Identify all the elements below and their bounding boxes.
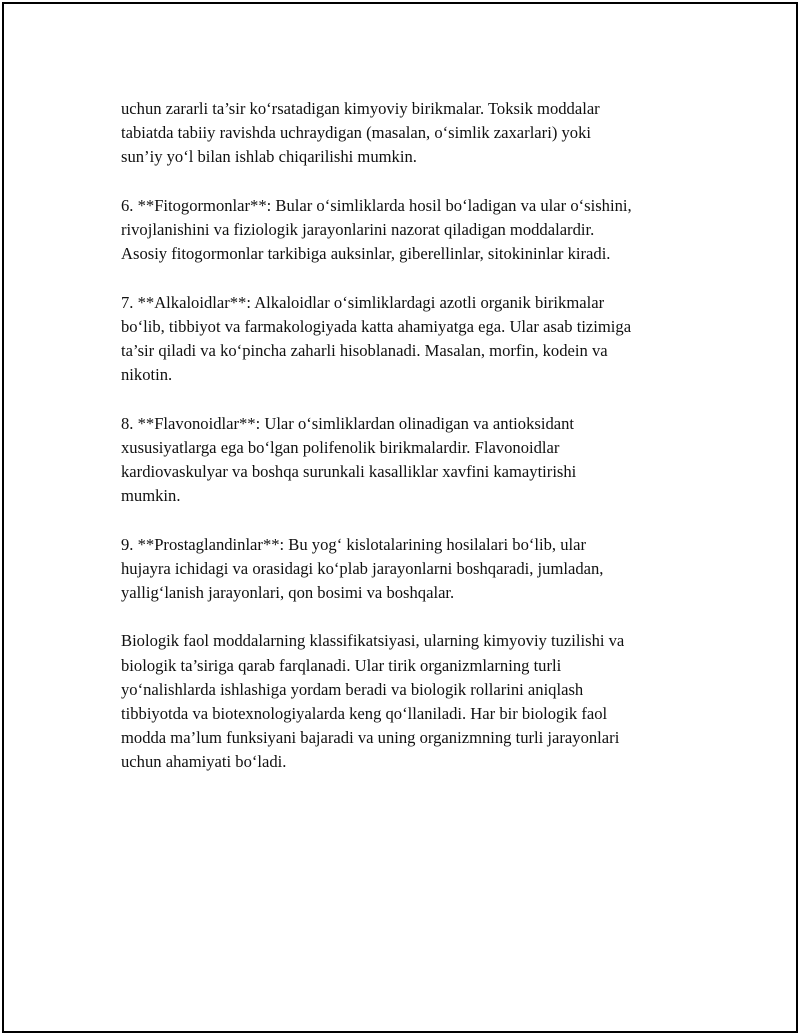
paragraph-prostaglandinlar: 9. **Prostaglandinlar**: Bu yog‘ kislotalarining hosilalari bo‘lib, ular hujayra ichidagi va orasidagi ko‘plab jarayonlarni boshqaradi, jumladan, yallig‘lanish jarayonlari, qon bosimi va boshqalar. xyxy=(121,534,604,602)
paragraph-alkaloidlar: 7. **Alkaloidlar**: Alkaloidlar o‘simliklardagi azotli organik birikmalar bo‘lib, tibbiyot va farmakologiyada katta ahamiyatga ega. Ular asab tizimiga ta’sir qiladi va ko‘pincha zaharli hisoblanadi. Masalan, morfin, kodein va nikotin. xyxy=(121,292,632,385)
page-body xyxy=(121,97,701,799)
paragraph-flavonoidlar: 8. **Flavonoidlar**: Ular o‘simliklardan olinadigan va antioksidant xususiyatlarga ega bo‘lgan polifenolik birikmalardir. Flavonoidlar kardiovaskulyar va boshqa surunkali kasalliklar xavfini kamaytirishi mumkin. xyxy=(121,413,577,506)
paragraph-toxic-substances-continued: uchun zararli ta’sir ko‘rsatadigan kimyoviy birikmalar. Toksik moddalar tabiatda tabiiy ravishda uchraydigan (masalan, o‘simlik zaxarlari) yoki sun’iy yo‘l bilan ishlab chiqarilishi mumkin. xyxy=(121,99,600,167)
paragraph-fitogormonlar: 6. **Fitogormonlar**: Bular o‘simliklarda hosil bo‘ladigan va ular o‘sishini, rivojlanishini va fiziologik jarayonlarini nazorat qiladigan moddalardir. Asosiy fitogormonlar tarkibiga auksinlar, giberellinlar, sitokininlar kiradi. xyxy=(121,195,632,264)
page-frame xyxy=(2,2,798,1033)
paragraph-conclusion: Biologik faol moddalarning klassifikatsiyasi, ularning kimyoviy tuzilishi va biologik ta’siriga qarab farqlanadi. Ular tirik organizmlarning turli yo‘nalishlarda ishlashiga yordam beradi va biologik rollarini aniqlash tibbiyotda va biotexnologiyalarda keng qo‘llaniladi. Har bir biologik faol modda ma’lum funksiyani bajaradi va uning organizmning turli jarayonlari uchun ahamiyati bo‘ladi. xyxy=(121,631,625,772)
